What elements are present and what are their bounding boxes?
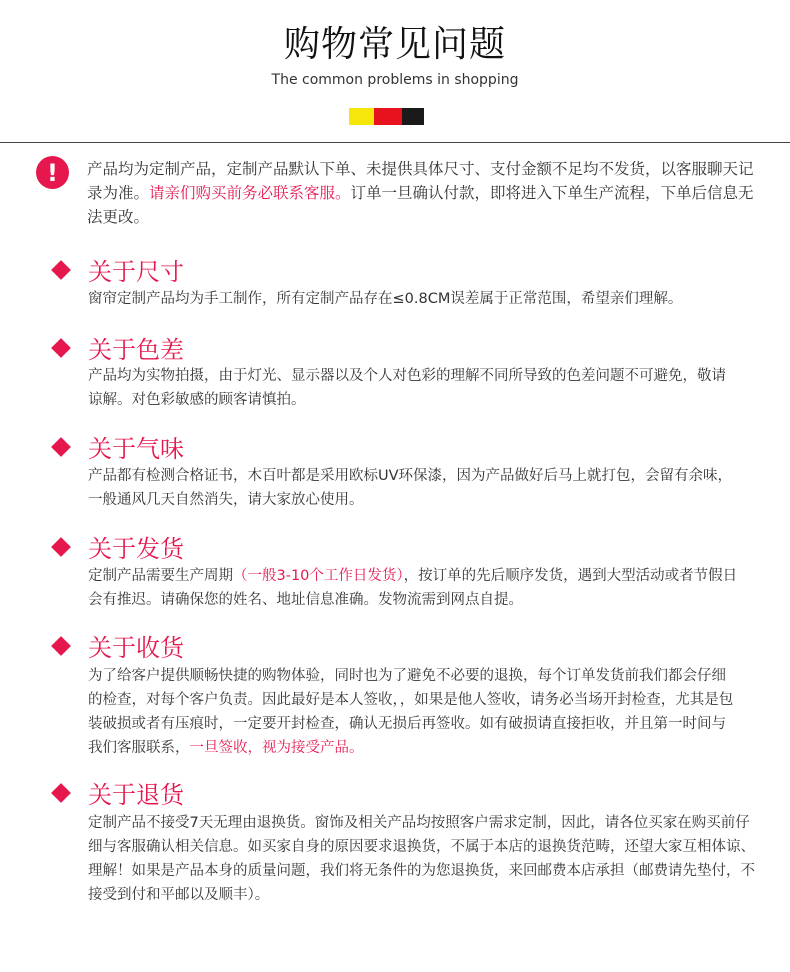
section-header-smell bbox=[52, 429, 184, 464]
section-body-color: 产品均为实物拍摄，由于灯光、显示器以及个人对色彩的理解不同所导致的色差问题不可避免，敬请谅解。对色彩敏感的顾客请慎拍。 bbox=[88, 368, 726, 408]
section-header-shipping bbox=[52, 529, 184, 564]
section-header-size bbox=[52, 252, 184, 287]
section-header-color bbox=[52, 330, 184, 365]
section-body-smell: 产品都有检测合格证书，木百叶都是采用欧标UV环保漆，因为产品做好后马上就打包，会留有余味，一般通风几天自然消失，请大家放心使用。 bbox=[88, 468, 733, 508]
color-bar-yellow bbox=[349, 108, 374, 125]
color-bar-red bbox=[374, 108, 402, 125]
page-title: 购物常见问题 bbox=[283, 24, 506, 65]
section-title: 关于收货 bbox=[88, 634, 184, 662]
notice-highlight: 请亲们购买前务必联系客服。 bbox=[149, 184, 351, 202]
color-bar bbox=[349, 108, 424, 125]
diamond-icon bbox=[51, 437, 71, 457]
section-body-shipping bbox=[88, 564, 738, 612]
section-title: 关于气味 bbox=[88, 435, 184, 463]
section-title: 关于退货 bbox=[88, 781, 184, 809]
diamond-icon bbox=[51, 537, 71, 557]
page-subtitle: The common problems in shopping bbox=[271, 72, 519, 88]
section-title: 关于发货 bbox=[88, 535, 184, 563]
section-title: 关于色差 bbox=[88, 336, 184, 364]
notice-text-part-1: 产品均为定制产品，定制产品默认下单、未提供具体尺寸、支付金额不足均不发货，以客服聊天记录为准。 bbox=[87, 160, 754, 202]
exclamation-icon: ! bbox=[36, 156, 69, 189]
diamond-icon bbox=[51, 338, 71, 358]
notice-text bbox=[87, 157, 757, 229]
diamond-icon bbox=[51, 783, 71, 803]
section-body-receiving bbox=[88, 664, 738, 760]
color-bar-black bbox=[402, 108, 424, 125]
shipping-text-part-1: 定制产品需要生产周期 bbox=[88, 568, 233, 584]
section-header-receiving bbox=[52, 628, 184, 663]
notice-text-part-2: 订单一旦确认付款，即将进入下单生产流程，下单后信息无法更改。 bbox=[87, 184, 754, 226]
shipping-highlight: （一般3-10个工作日发货） bbox=[233, 568, 404, 584]
section-title: 关于尺寸 bbox=[88, 258, 184, 286]
receiving-highlight: 一旦签收，视为接受产品。 bbox=[189, 740, 364, 756]
diamond-icon bbox=[51, 260, 71, 280]
section-body-returns: 定制产品不接受7天无理由退换货。窗饰及相关产品均按照客户需求定制，因此，请各位买家在购买前仔细与客服确认相关信息。如买家自身的原因要求退换货，不属于本店的退换货范畴，还望大家互相体谅、理解！如果是产品本身的质量问题，我们将无条件的为您退换货，来回邮费本店承担（邮费请先垫付，不接受到付和平邮以及顺丰）。 bbox=[88, 815, 755, 903]
section-header-returns bbox=[52, 775, 184, 810]
shipping-text-part-2: ，按订单的先后顺序发货，遇到大型活动或者节假日会有推迟。请确保您的姓名、地址信息准确。发物流需到网点自提。 bbox=[88, 568, 738, 608]
receiving-text: 为了给客户提供顺畅快捷的购物体验，同时也为了避免不必要的退换，每个订单发货前我们都会仔细的检查，对每个客户负责。因此最好是本人签收，，如果是他人签收，请务必当场开封检查，尤其是包装破损或者有压痕时，一定要开封检查，确认无损后再签收。如有破损请直接拒收，并且第一时间与我们客服联系， bbox=[88, 668, 734, 756]
header-divider bbox=[0, 142, 790, 143]
diamond-icon bbox=[51, 636, 71, 656]
section-body-size: 窗帘定制产品均为手工制作，所有定制产品存在≤0.8CM误差属于正常范围，希望亲们理解。 bbox=[88, 291, 683, 307]
